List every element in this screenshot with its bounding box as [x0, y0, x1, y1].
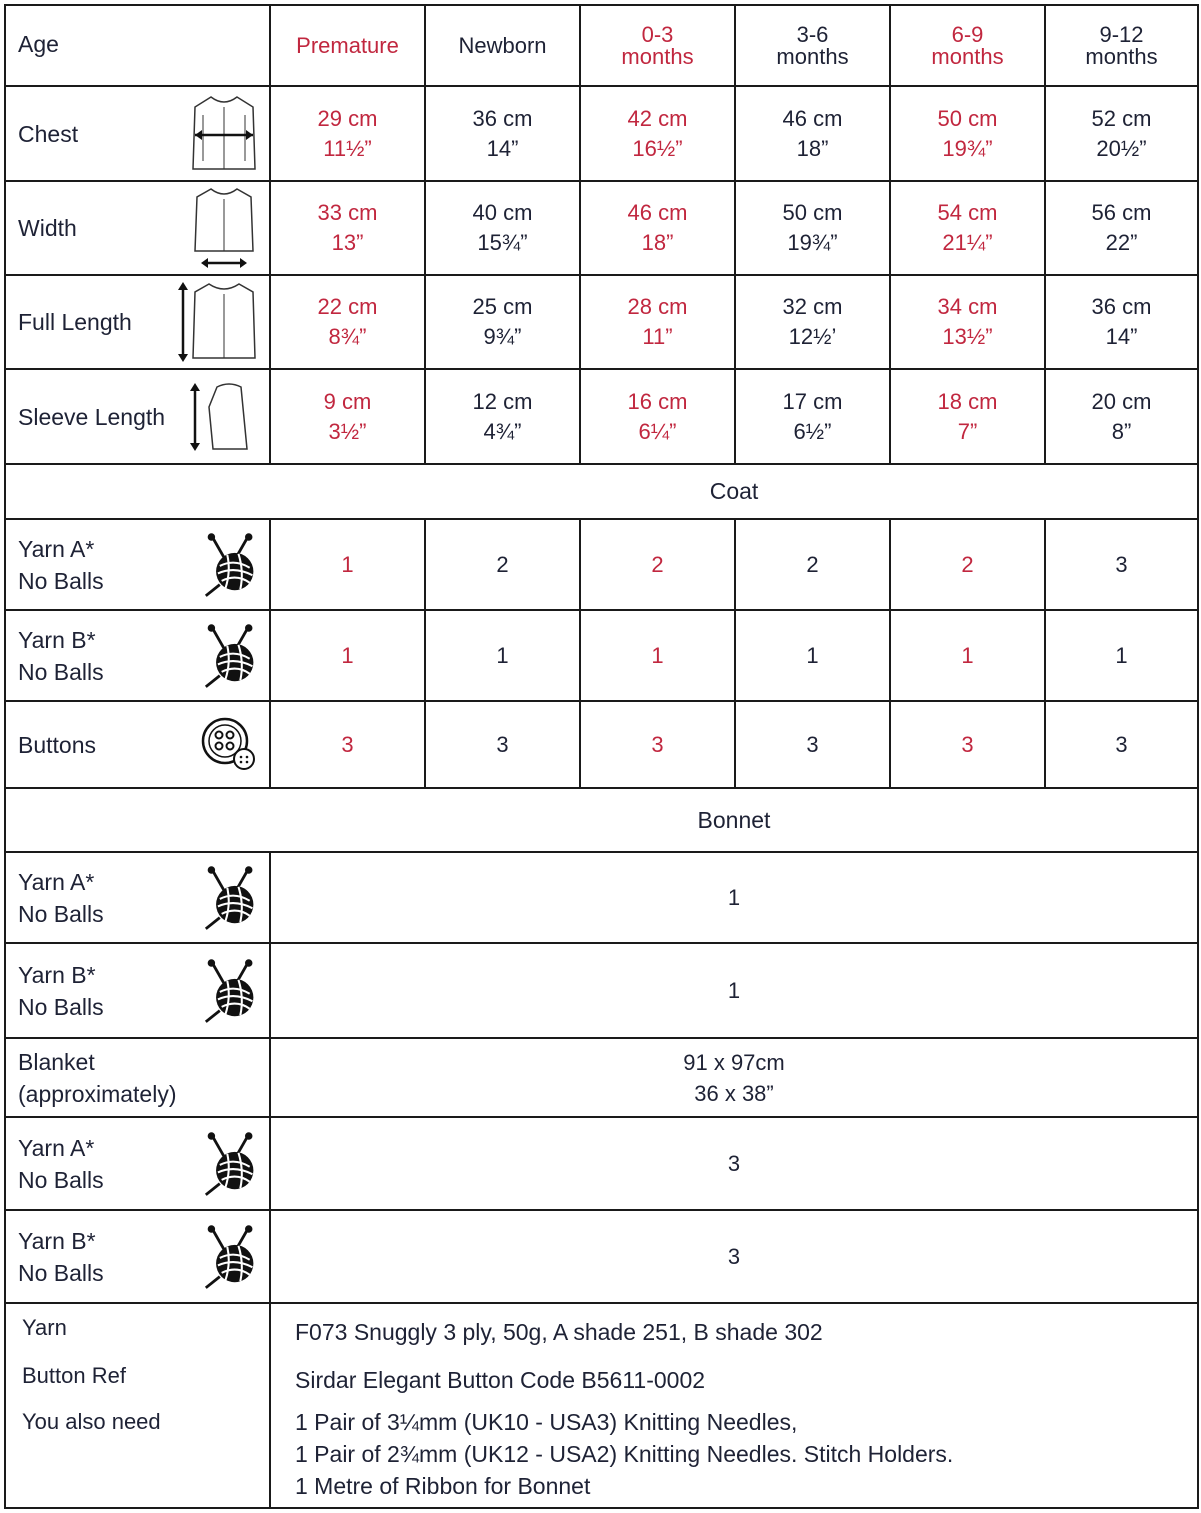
coat-yarn-a-3-6: 2	[735, 519, 890, 610]
bonnet-yarn-a-label: Yarn A* No Balls	[5, 852, 270, 943]
full-length-premature: 22 cm 8¾”	[270, 275, 425, 369]
width-6-9: 54 cm 21¼”	[890, 181, 1045, 275]
blanket-yarn-b-label: Yarn B* No Balls	[5, 1210, 270, 1303]
blanket-yarn-a-row	[5, 1117, 1198, 1210]
garment-chest-icon	[189, 93, 259, 175]
yarn-ball-icon	[203, 1131, 259, 1197]
you-also-need-label: You also need	[22, 1409, 161, 1434]
size-header-3-6: 3-6 months	[735, 5, 890, 86]
coat-buttons-row	[5, 701, 1198, 788]
width-label: Width	[5, 181, 270, 275]
bonnet-yarn-b-row	[5, 943, 1198, 1038]
bonnet-section-title: Bonnet	[5, 788, 1198, 852]
sleeve-length-3-6: 17 cm 6½”	[735, 369, 890, 464]
blanket-yarn-a-label: Yarn A* No Balls	[5, 1117, 270, 1210]
coat-buttons-9-12: 3	[1045, 701, 1198, 788]
bonnet-yarn-a-value: 1	[270, 852, 1198, 943]
sleeve-length-premature: 9 cm 3½”	[270, 369, 425, 464]
chest-0-3: 42 cm 16½”	[580, 86, 735, 181]
coat-yarn-b-0-3: 1	[580, 610, 735, 701]
full-length-label: Full Length	[5, 275, 270, 369]
sleeve-length-icon	[187, 381, 259, 453]
coat-yarn-b-premature: 1	[270, 610, 425, 701]
width-premature: 33 cm 13”	[270, 181, 425, 275]
blanket-row	[5, 1038, 1198, 1117]
yarn-ball-icon	[203, 623, 259, 689]
sleeve-length-0-3: 16 cm 6¼”	[580, 369, 735, 464]
yarn-ball-icon	[203, 865, 259, 931]
full-length-6-9: 34 cm 13½”	[890, 275, 1045, 369]
coat-yarn-a-premature: 1	[270, 519, 425, 610]
width-row	[5, 181, 1198, 275]
bonnet-yarn-b-label: Yarn B* No Balls	[5, 943, 270, 1038]
garment-width-icon	[189, 187, 259, 269]
coat-yarn-a-label: Yarn A* No Balls	[5, 519, 270, 610]
coat-buttons-label: Buttons	[5, 701, 270, 788]
coat-buttons-newborn: 3	[425, 701, 580, 788]
sleeve-length-9-12: 20 cm 8”	[1045, 369, 1198, 464]
full-length-0-3: 28 cm 11”	[580, 275, 735, 369]
footer-values	[270, 1303, 1198, 1508]
coat-yarn-a-6-9: 2	[890, 519, 1045, 610]
coat-yarn-b-3-6: 1	[735, 610, 890, 701]
coat-yarn-a-0-3: 2	[580, 519, 735, 610]
blanket-yarn-a-value: 3	[270, 1117, 1198, 1210]
coat-yarn-a-9-12: 3	[1045, 519, 1198, 610]
size-header-6-9: 6-9 months	[890, 5, 1045, 86]
size-header-0-3: 0-3 months	[580, 5, 735, 86]
chest-6-9: 50 cm 19¾”	[890, 86, 1045, 181]
button-ref-value: Sirdar Elegant Button Code B5611-0002	[295, 1367, 706, 1393]
coat-section-title: Coat	[5, 464, 1198, 519]
chest-3-6: 46 cm 18”	[735, 86, 890, 181]
coat-buttons-3-6: 3	[735, 701, 890, 788]
chest-9-12: 52 cm 20½”	[1045, 86, 1198, 181]
sleeve-length-label: Sleeve Length	[5, 369, 270, 464]
coat-buttons-0-3: 3	[580, 701, 735, 788]
sleeve-length-6-9: 18 cm 7”	[890, 369, 1045, 464]
full-length-row	[5, 275, 1198, 369]
button-icon	[199, 715, 259, 775]
blanket-size: 91 x 97cm 36 x 38”	[270, 1038, 1198, 1117]
chest-premature: 29 cm 11½”	[270, 86, 425, 181]
blanket-yarn-b-row	[5, 1210, 1198, 1303]
yarn-label: Yarn	[22, 1315, 67, 1340]
blanket-yarn-b-value: 3	[270, 1210, 1198, 1303]
full-length-newborn: 25 cm 9¾”	[425, 275, 580, 369]
full-length-3-6: 32 cm 12½’	[735, 275, 890, 369]
age-label: Age	[5, 5, 270, 86]
sleeve-length-newborn: 12 cm 4¾”	[425, 369, 580, 464]
size-chart	[4, 4, 1197, 1509]
you-also-need-line-3: 1 Metre of Ribbon for Bonnet	[295, 1473, 591, 1499]
size-header-newborn: Newborn	[425, 5, 580, 86]
chest-newborn: 36 cm 14”	[425, 86, 580, 181]
coat-yarn-a-newborn: 2	[425, 519, 580, 610]
size-header-premature: Premature	[270, 5, 425, 86]
yarn-ball-icon	[203, 958, 259, 1024]
full-length-9-12: 36 cm 14”	[1045, 275, 1198, 369]
width-0-3: 46 cm 18”	[580, 181, 735, 275]
yarn-ball-icon	[203, 532, 259, 598]
blanket-label: Blanket (approximately)	[5, 1038, 270, 1117]
chest-label: Chest	[5, 86, 270, 181]
coat-yarn-a-row	[5, 519, 1198, 610]
coat-yarn-b-6-9: 1	[890, 610, 1045, 701]
you-also-need-line-1: 1 Pair of 3¼mm (UK10 - USA3) Knitting Needles,	[295, 1409, 798, 1435]
coat-buttons-premature: 3	[270, 701, 425, 788]
chest-row	[5, 86, 1198, 181]
bonnet-yarn-a-row	[5, 852, 1198, 943]
coat-buttons-6-9: 3	[890, 701, 1045, 788]
coat-yarn-b-9-12: 1	[1045, 610, 1198, 701]
coat-section-row	[5, 464, 1198, 519]
you-also-need-line-2: 1 Pair of 2¾mm (UK12 - USA2) Knitting Needles. Stitch Holders.	[295, 1441, 954, 1467]
width-3-6: 50 cm 19¾”	[735, 181, 890, 275]
footer-labels	[5, 1303, 270, 1508]
width-9-12: 56 cm 22”	[1045, 181, 1198, 275]
footer-row	[5, 1303, 1198, 1508]
size-table	[4, 4, 1199, 1509]
age-header-row	[5, 5, 1198, 86]
yarn-ball-icon	[203, 1224, 259, 1290]
coat-yarn-b-label: Yarn B* No Balls	[5, 610, 270, 701]
sleeve-length-row	[5, 369, 1198, 464]
coat-yarn-b-row	[5, 610, 1198, 701]
yarn-value: F073 Snuggly 3 ply, 50g, A shade 251, B shade 302	[295, 1319, 823, 1345]
width-newborn: 40 cm 15¾”	[425, 181, 580, 275]
garment-length-icon	[175, 280, 259, 364]
bonnet-section-row	[5, 788, 1198, 852]
size-header-9-12: 9-12 months	[1045, 5, 1198, 86]
coat-yarn-b-newborn: 1	[425, 610, 580, 701]
button-ref-label: Button Ref	[22, 1363, 126, 1388]
bonnet-yarn-b-value: 1	[270, 943, 1198, 1038]
